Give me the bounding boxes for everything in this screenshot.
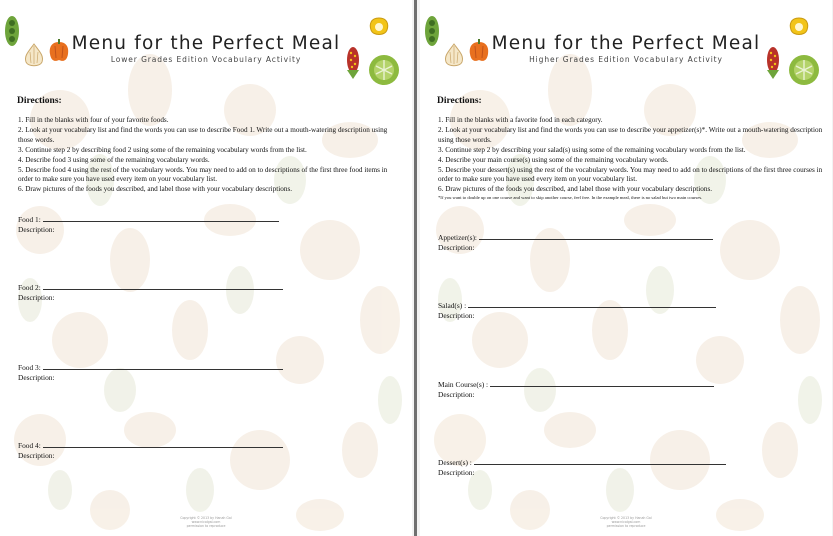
field-label: Food 2: <box>18 283 41 292</box>
page-divider <box>414 0 417 536</box>
food-3-field <box>18 362 283 383</box>
salad-field <box>438 300 716 321</box>
dessert-field <box>438 457 726 478</box>
direction-item: 6. Draw pictures of the foods you described, and label those with your vocabulary descriptions. <box>18 185 293 194</box>
page-title: Menu for the Perfect Meal <box>71 33 341 54</box>
field-label: Dessert(s) : <box>438 458 472 467</box>
page-subtitle: Lower Grades Edition Vocabulary Activity <box>110 55 302 64</box>
copyright-notice: Copyright © 2013 by Hanah Gal www.nicolgal.com permission to reproduce <box>180 516 232 528</box>
food-2-blank[interactable] <box>43 282 283 290</box>
direction-item: 1. Fill in the blanks with a favorite food in each category. <box>438 116 603 124</box>
direction-item: 5. Describe your dessert(s) using the rest of the vocabulary words. You may need to add on to descriptions of the first three courses in order to make sure you have used every item on your vocabulary list. <box>438 165 823 184</box>
food-1-field <box>18 214 279 235</box>
description-label: Description: <box>438 311 475 320</box>
description-label: Description: <box>18 451 55 460</box>
description-label: Description: <box>438 468 475 477</box>
directions-list <box>18 116 403 195</box>
directions-list <box>438 116 823 201</box>
direction-item: 1. Fill in the blanks with four of your favorite foods. <box>18 116 169 124</box>
field-label: Food 4: <box>18 441 41 450</box>
salad-blank[interactable] <box>468 300 716 308</box>
directions-heading: Directions: <box>17 96 62 106</box>
food-3-blank[interactable] <box>43 362 283 370</box>
description-label: Description: <box>438 390 475 399</box>
description-label: Description: <box>18 293 55 302</box>
field-label: Food 1: <box>18 215 41 224</box>
field-label: Salad(s) : <box>438 301 467 310</box>
description-label: Description: <box>18 225 55 234</box>
vegetable-background-pattern <box>420 0 832 536</box>
footnote: *If you want to double up on one course and want to skip another course, feel free. In the example meal, there is no salad but two main courses. <box>438 195 703 201</box>
field-label: Food 3: <box>18 363 41 372</box>
field-label: Main Course(s) : <box>438 380 489 389</box>
direction-item: 2. Look at your vocabulary list and find the words you can use to describe Food 1. Write out a mouth-watering description using those words. <box>18 125 388 144</box>
direction-item: 6. Draw pictures of the foods you described, and label those with your vocabulary descriptions. <box>438 185 713 194</box>
direction-item: 4. Describe your main course(s) using some of the remaining vocabulary words. <box>438 155 669 164</box>
description-label: Description: <box>438 243 475 252</box>
copyright-notice: Copyright © 2013 by Hanah Gal www.nicolgal.com permission to reproduce <box>600 516 652 528</box>
dessert-blank[interactable] <box>474 457 726 465</box>
appetizer-field <box>438 232 713 253</box>
page-title: Menu for the Perfect Meal <box>491 33 761 54</box>
food-4-field <box>18 440 283 461</box>
direction-item: 3. Continue step 2 by describing your salad(s) using some of the remaining vocabulary words from the list. <box>438 145 746 154</box>
page-subtitle: Higher Grades Edition Vocabulary Activity <box>529 55 723 64</box>
food-4-blank[interactable] <box>43 440 283 448</box>
direction-item: 2. Look at your vocabulary list and find the words you can use to describe your appetizer(s)*. Write out a mouth-watering description using those words. <box>438 125 823 144</box>
lower-grades-worksheet <box>0 0 412 536</box>
main-course-field <box>438 379 714 400</box>
direction-item: 5. Describe food 4 using the rest of the vocabulary words. You may need to add on to descriptions of the first three food items in order to make sure you have used every item on your vocabulary list. <box>18 165 388 184</box>
direction-item: 3. Continue step 2 by describing food 2 using some of the remaining vocabulary words from the list. <box>18 145 307 154</box>
directions-heading: Directions: <box>437 96 482 106</box>
main-course-blank[interactable] <box>490 379 714 387</box>
food-1-blank[interactable] <box>43 214 279 222</box>
description-label: Description: <box>18 373 55 382</box>
appetizer-blank[interactable] <box>479 232 713 240</box>
field-label: Appetizer(s): <box>438 233 477 242</box>
direction-item: 4. Describe food 3 using some of the remaining vocabulary words. <box>18 155 210 164</box>
food-2-field <box>18 282 283 303</box>
higher-grades-worksheet <box>420 0 832 536</box>
